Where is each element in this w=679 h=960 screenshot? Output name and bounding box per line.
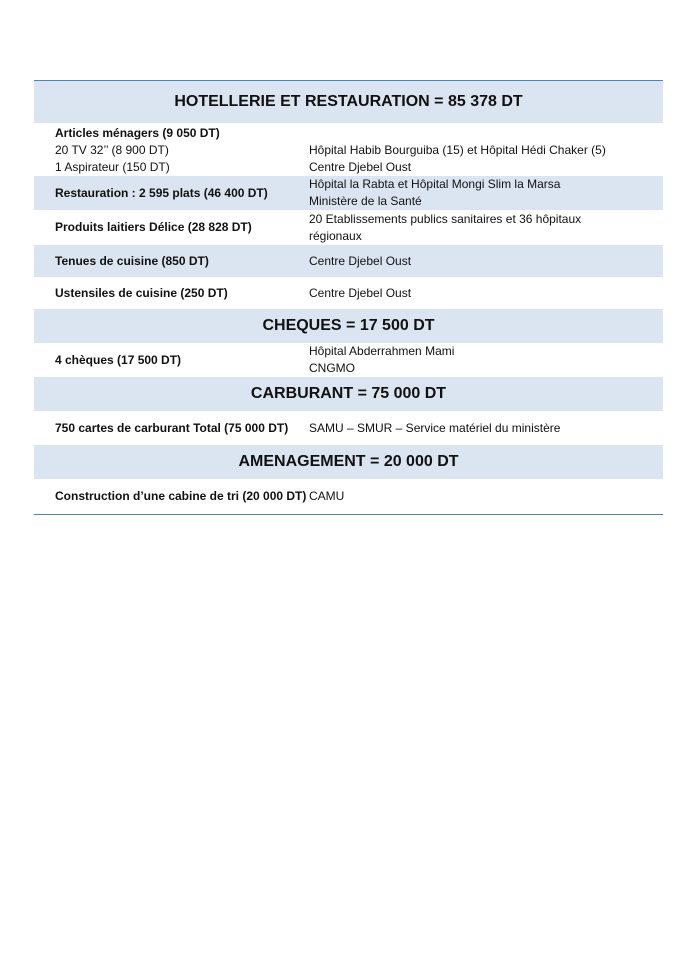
item-recipient: CAMU xyxy=(309,489,345,503)
section-title: HOTELLERIE ET RESTAURATION = 85 378 DT xyxy=(174,93,523,110)
item-label: Tenues de cuisine (850 DT) xyxy=(55,253,209,268)
table-row xyxy=(34,245,663,277)
donations-table xyxy=(34,80,663,515)
table-row xyxy=(34,176,663,210)
section-header-carburant xyxy=(34,377,663,411)
articles-menagers-heading: Articles ménagers (9 050 DT) xyxy=(55,126,220,140)
item-recipient: Centre Djebel Oust xyxy=(309,285,412,300)
table-row xyxy=(34,277,663,309)
item-recipient: Hôpital la Rabta et Hôpital Mongi Slim la Marsa Ministère de la Santé xyxy=(309,177,561,208)
item-label: 20 TV 32’’ (8 900 DT) xyxy=(55,143,169,157)
table-row xyxy=(34,123,663,142)
item-recipient: SAMU – SMUR – Service matériel du ministère xyxy=(309,420,561,435)
item-label: 4 chèques (17 500 DT) xyxy=(55,352,182,367)
table-row xyxy=(34,142,663,159)
section-title: CHEQUES = 17 500 DT xyxy=(262,317,435,334)
table-row xyxy=(34,343,663,377)
table-row xyxy=(34,479,663,514)
item-recipient: Hôpital Abderrahmen Mami CNGMO xyxy=(309,344,455,375)
section-header-hotellerie xyxy=(34,81,663,123)
table-row xyxy=(34,210,663,245)
item-label: Ustensiles de cuisine (250 DT) xyxy=(55,285,228,300)
item-recipient: Hôpital Habib Bourguiba (15) et Hôpital Hédi Chaker (5) xyxy=(309,143,606,157)
section-title: CARBURANT = 75 000 DT xyxy=(250,385,447,402)
item-label: 750 cartes de carburant Total (75 000 DT) xyxy=(55,420,289,435)
item-recipient: Centre Djebel Oust xyxy=(309,253,412,268)
item-label: 1 Aspirateur (150 DT) xyxy=(55,160,170,174)
section-header-cheques xyxy=(34,309,663,343)
table-row xyxy=(34,411,663,445)
item-label: Restauration : 2 595 plats (46 400 DT) xyxy=(55,185,268,200)
table-row xyxy=(34,159,663,176)
item-recipient: Centre Djebel Oust xyxy=(309,160,412,174)
section-header-amenagement xyxy=(34,445,663,479)
item-label: Construction d’une cabine de tri (20 000 DT) xyxy=(55,489,307,503)
section-title: AMENAGEMENT = 20 000 DT xyxy=(238,453,459,470)
item-label: Produits laitiers Délice (28 828 DT) xyxy=(55,220,252,234)
item-recipient: 20 Etablissements publics sanitaires et 36 hôpitaux régionaux xyxy=(309,211,582,243)
